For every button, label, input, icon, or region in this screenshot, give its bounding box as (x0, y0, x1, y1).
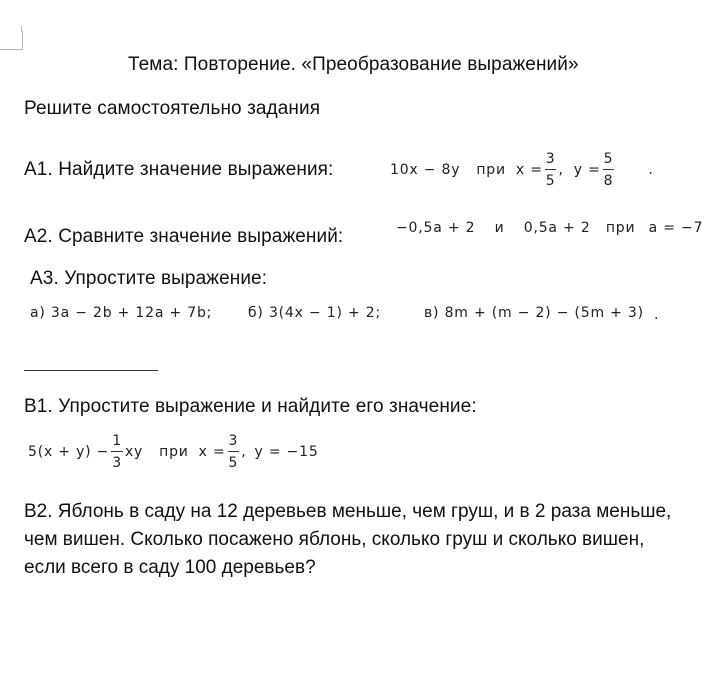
task-b1-y-condition: y = −15 (254, 444, 319, 460)
task-b1-math (28, 428, 319, 476)
task-b1-fraction-numerator: 1 (111, 434, 123, 452)
task-b1-x-fraction (228, 434, 240, 470)
task-a1-dot: . (648, 162, 654, 178)
task-a1-label: А1. Найдите значение выражения: (24, 159, 334, 180)
task-a3-dot: . (654, 307, 660, 323)
task-a1-pri: при (476, 162, 506, 178)
intro-text: Решите самостоятельно задания (24, 98, 321, 119)
task-a1-x-numerator: 3 (545, 152, 557, 170)
task-a1-comma: , (558, 162, 564, 178)
task-b2-text: В2. Яблонь в саду на 12 деревьев меньше, чем груш, и в 2 раза меньше, чем вишен. Сколько посажено яблонь, сколько груш и сколько вишен, если всего в саду 100 деревьев? (24, 501, 672, 578)
task-b1-expression-end: xy (124, 444, 144, 460)
task-a1-y-prefix: y = (573, 162, 601, 178)
task-b1-x-numerator: 3 (228, 434, 240, 452)
task-a2-label: А2. Сравните значение выражений: (24, 226, 344, 247)
separator-line (24, 370, 158, 371)
task-a1-math (390, 146, 654, 194)
task-b1-label: В1. Упростите выражение и найдите его значение: (24, 396, 477, 417)
task-a3-item-a: а) 3a − 2b + 12a + 7b; (30, 305, 213, 321)
task-a3-label: А3. Упростите выражение: (30, 268, 268, 289)
task-a1-y-numerator: 5 (603, 152, 615, 170)
task-a2-pri: при (605, 220, 636, 236)
task-b1-pri: при (159, 444, 189, 460)
task-a1-x-denominator: 5 (545, 173, 556, 189)
task-a2-condition: a = −7 (648, 220, 704, 236)
task-b1-expression-start: 5(x + y) − (28, 444, 110, 460)
task-a2-expression-2: 0,5a + 2 (523, 220, 591, 236)
task-a1-expression: 10x − 8y (390, 162, 461, 178)
task-b1-fraction-denominator: 3 (112, 455, 122, 471)
task-a3-item-b: б) 3(4x − 1) + 2; (248, 305, 381, 321)
task-a1-x-fraction (545, 152, 557, 188)
task-a2-math (396, 220, 703, 236)
task-a1-y-denominator: 8 (603, 173, 614, 189)
page-title: Тема: Повторение. «Преобразование выражений» (128, 54, 579, 75)
task-b1-x-denominator: 5 (228, 455, 239, 471)
task-b1-x-prefix: x = (198, 444, 226, 460)
task-a2-expression-1: −0,5a + 2 (396, 220, 476, 236)
task-a1-x-prefix: x = (515, 162, 543, 178)
task-a3-item-v: в) 8m + (m − 2) − (5m + 3) (424, 305, 644, 321)
task-a2-and: и (494, 220, 505, 236)
task-a1-y-fraction (603, 152, 615, 188)
page-corner-marker-stem (21, 26, 22, 32)
page-corner-marker (0, 31, 23, 50)
task-b1-comma: , (241, 444, 247, 460)
task-b1-fraction (111, 434, 123, 470)
